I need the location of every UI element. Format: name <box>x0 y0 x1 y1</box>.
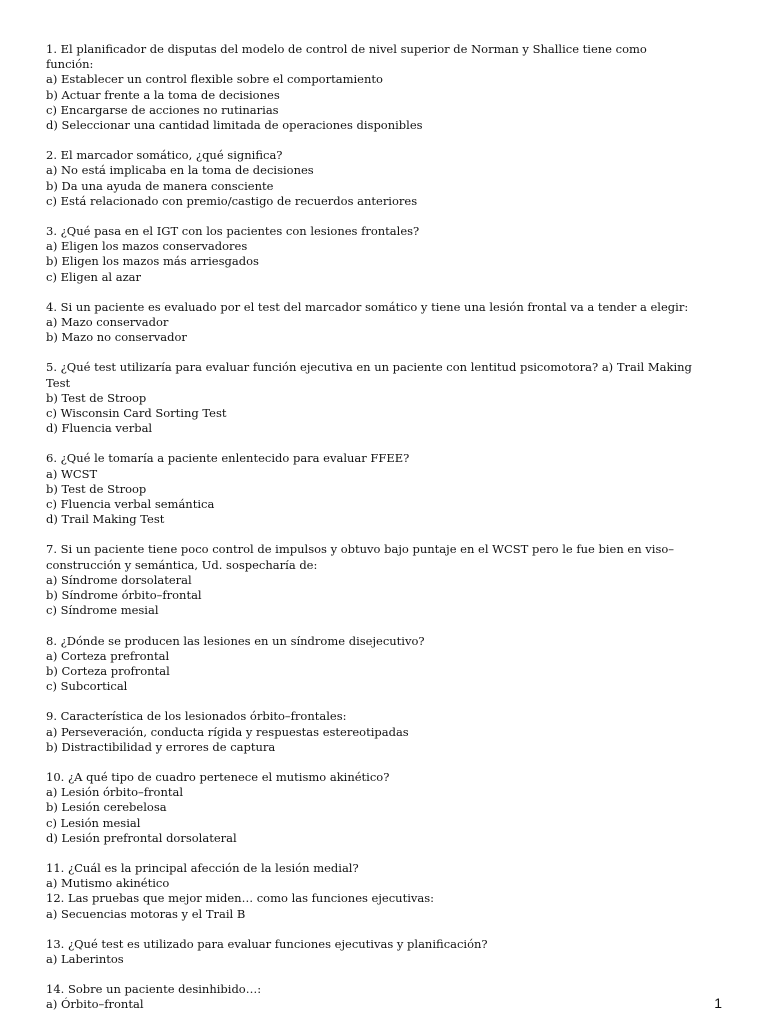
question-6 <box>46 451 696 527</box>
answer-option: a) Perseveración, conducta rígida y respuestas estereotipadas <box>46 724 409 739</box>
answer-option: a) Secuencias motoras y el Trail B <box>46 906 246 921</box>
question-14 <box>46 982 696 1012</box>
answer-option: b) Lesión cerebelosa <box>46 800 167 815</box>
question-prompt: 6. ¿Qué le tomaría a paciente enlentecido para evaluar FFEE? <box>46 451 410 466</box>
question-prompt: 10. ¿A qué tipo de cuadro pertenece el mutismo akinético? <box>46 769 390 784</box>
answer-option: d) Trail Making Test <box>46 512 165 527</box>
question-3 <box>46 224 696 285</box>
question-4 <box>46 300 696 346</box>
answer-option: a) Mutismo akinético <box>46 876 170 891</box>
answer-option: b) Test de Stroop <box>46 481 147 496</box>
question-prompt: 7. Si un paciente tiene poco control de impulsos y obtuvo bajo puntaje en el WCST pero le fue bien en viso–construcción y semántica, Ud. sospecharía de: <box>46 542 675 572</box>
answer-option: b) Corteza profrontal <box>46 663 170 678</box>
question-prompt: 9. Característica de los lesionados órbito–frontales: <box>46 709 347 724</box>
page-number: 1 <box>714 995 722 1011</box>
answer-option: a) Eligen los mazos conservadores <box>46 239 248 254</box>
question-8 <box>46 634 696 695</box>
question-list <box>46 42 696 1028</box>
question-13 <box>46 937 696 967</box>
answer-option: d) Fluencia verbal <box>46 421 153 436</box>
answer-option: a) Corteza prefrontal <box>46 648 170 663</box>
question-prompt: 11. ¿Cuál es la principal afección de la lesión medial? <box>46 860 359 875</box>
question-prompt: 14. Sobre un paciente desinhibido…: <box>46 982 262 997</box>
answer-option: c) Síndrome mesial <box>46 603 159 618</box>
question-prompt: 5. ¿Qué test utilizaría para evaluar función ejecutiva en un paciente con lentitud psicomotora? a) Trail Making Test <box>46 360 692 390</box>
answer-option: b) Distractibilidad y errores de captura <box>46 739 276 754</box>
answer-option: c) Eligen al azar <box>46 269 142 284</box>
answer-option: c) Subcortical <box>46 679 128 694</box>
answer-option: b) Mazo no conservador <box>46 330 187 345</box>
answer-option: d) Lesión prefrontal dorsolateral <box>46 830 237 845</box>
answer-option: c) Wisconsin Card Sorting Test <box>46 406 227 421</box>
question-10 <box>46 770 696 846</box>
answer-option: d) Seleccionar una cantidad limitada de operaciones disponibles <box>46 118 423 133</box>
question-prompt: 3. ¿Qué pasa en el IGT con los pacientes con lesiones frontales? <box>46 224 420 239</box>
question-12 <box>46 891 696 921</box>
question-11 <box>46 861 696 891</box>
question-2 <box>46 148 696 209</box>
answer-option: a) Órbito–frontal <box>46 997 144 1012</box>
answer-option: a) Laberintos <box>46 951 124 966</box>
question-prompt: 8. ¿Dónde se producen las lesiones en un síndrome disejecutivo? <box>46 633 425 648</box>
question-prompt: 13. ¿Qué test es utilizado para evaluar funciones ejecutivas y planificación? <box>46 936 488 951</box>
answer-option: c) Fluencia verbal semántica <box>46 497 215 512</box>
answer-option: a) Lesión órbito–frontal <box>46 785 184 800</box>
question-prompt: 1. El planificador de disputas del modelo de control de nivel superior de Norman y Shallice tiene como función: <box>46 42 647 72</box>
answer-option: c) Encargarse de acciones no rutinarias <box>46 102 279 117</box>
answer-option: a) Síndrome dorsolateral <box>46 572 192 587</box>
question-prompt: 2. El marcador somático, ¿qué significa? <box>46 148 283 163</box>
answer-option: a) WCST <box>46 466 98 481</box>
answer-option: b) Actuar frente a la toma de decisiones <box>46 87 280 102</box>
answer-option: b) Eligen los mazos más arriesgados <box>46 254 259 269</box>
answer-option: b) Síndrome órbito–frontal <box>46 588 202 603</box>
answer-option: c) Lesión mesial <box>46 815 141 830</box>
question-prompt: 12. Las pruebas que mejor miden… como las funciones ejecutivas: <box>46 891 435 906</box>
answer-option: c) Está relacionado con premio/castigo de recuerdos anteriores <box>46 193 418 208</box>
question-9 <box>46 709 696 755</box>
question-5 <box>46 360 696 436</box>
answer-option: b) Test de Stroop <box>46 390 147 405</box>
question-7 <box>46 542 696 618</box>
question-1 <box>46 42 696 133</box>
question-prompt: 4. Si un paciente es evaluado por el test del marcador somático y tiene una lesión frontal va a tender a elegir: a) Mazo conservador <box>46 299 689 330</box>
answer-option: a) No está implicaba en la toma de decisiones <box>46 163 314 178</box>
answer-option: a) Establecer un control flexible sobre el comportamiento <box>46 72 383 87</box>
answer-option: b) Da una ayuda de manera consciente <box>46 178 274 193</box>
